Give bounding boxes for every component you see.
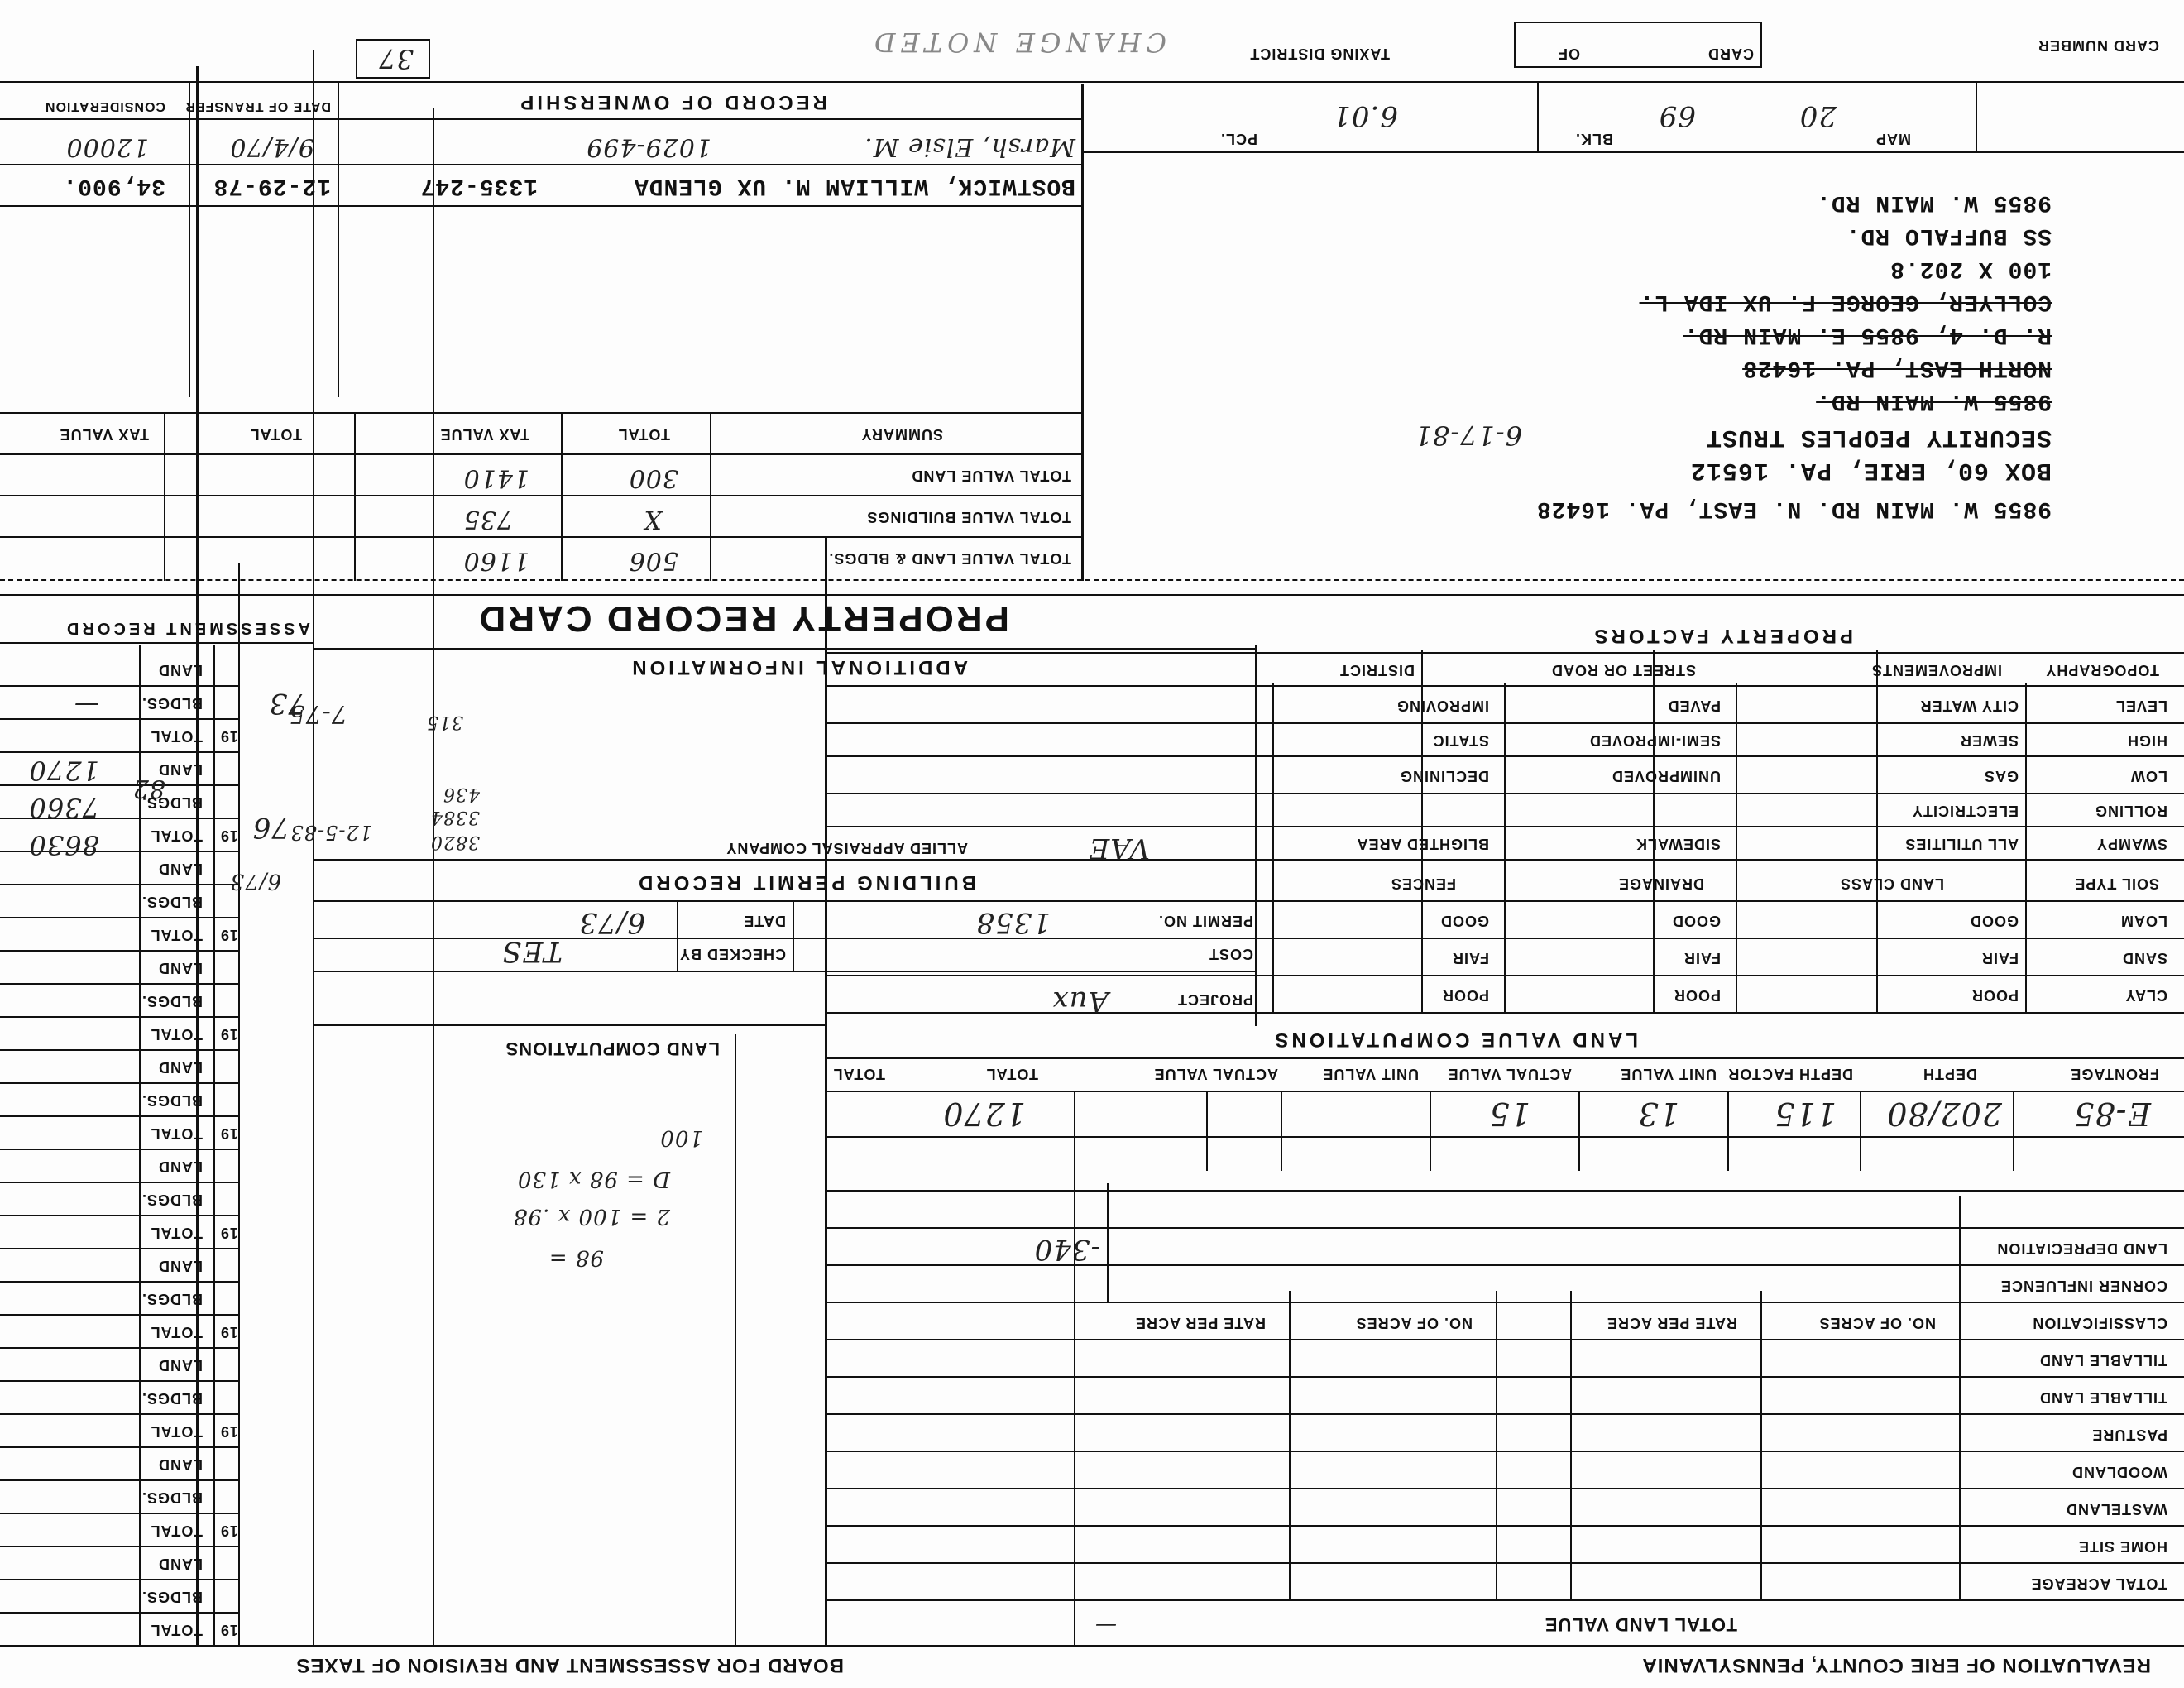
total-land-value-hand: — <box>1094 1614 1117 1638</box>
acres-header-1: NO. OF ACRES <box>1818 1315 1936 1331</box>
comp-unit-value-2: UNIT VALUE <box>1322 1066 1419 1082</box>
drainage-poor: POOR <box>1673 987 1721 1004</box>
land-comp-note-3: D = 98 x 130 <box>516 1167 670 1192</box>
owner-row-2-name: BOSTWICK, WILLIAM M. UX GLENDA <box>633 173 1075 199</box>
pf-improving: IMPROVING <box>1396 698 1489 714</box>
land-class-poor: POOR <box>1971 987 2019 1004</box>
record-of-ownership-title: RECORD OF OWNERSHIP <box>517 91 827 113</box>
pf-street-header: STREET OR ROAD <box>1550 662 1696 679</box>
assess-label-total-1: TOTAL <box>150 728 203 745</box>
acreage-tillable-2: TILLABLE LAND <box>2039 1352 2167 1369</box>
assess-land-76: 1270 <box>28 755 99 786</box>
assess-label-land-4: LAND <box>158 960 203 976</box>
owner-line-1: SECURITY PEOPLES TRUST <box>1705 423 2052 451</box>
addl-value-2: 3384 <box>430 807 480 827</box>
acres-header-2: NO. OF ACRES <box>1355 1315 1473 1331</box>
blk-label: BLK. <box>1575 131 1613 147</box>
assess-bldgs-73: — <box>74 691 99 720</box>
owner-row-1-name: Marsh, Elsie M. <box>864 132 1075 161</box>
pf-sewer: SEWER <box>1959 732 2019 749</box>
drainage-good: GOOD <box>1671 913 1721 929</box>
assess-year-prefix-3: 19 <box>219 927 238 943</box>
owner-row-2-deed: 1335-247 <box>419 173 538 199</box>
additional-info-title: ADDITIONAL INFORMATION <box>629 656 968 679</box>
land-computations-title: LAND COMPUTATIONS <box>505 1038 720 1059</box>
assess-year-prefix-2: 19 <box>219 827 238 844</box>
acreage-home-site: HOME SITE <box>2077 1538 2167 1555</box>
assess-label-land-8: LAND <box>158 1357 203 1374</box>
comp-row-total: 1270 <box>942 1096 1026 1132</box>
classification-header: CLASSIFICATION <box>2032 1315 2167 1331</box>
land-class-fair: FAIR <box>1980 950 2019 966</box>
location-line-3: 100 X 202.8 <box>1889 256 2052 281</box>
land-depreciation-label: LAND DEPRECIATION <box>1996 1240 2167 1257</box>
pcl-label: PCL. <box>1219 131 1257 147</box>
date-value: 6/73 <box>578 906 645 939</box>
assess-label-total-7: TOTAL <box>150 1324 203 1340</box>
land-comp-note-1: 98 = <box>548 1245 604 1270</box>
assess-label-land-2: LAND <box>158 761 203 778</box>
pf-district-header: DISTRICT <box>1339 662 1415 679</box>
summary-tax-2-header: TAX VALUE <box>59 426 149 443</box>
assess-note-1: 7-75 <box>288 699 347 728</box>
summary-total-2-header: TOTAL <box>249 426 302 443</box>
assess-label-bldgs-4: BLDGS. <box>141 993 203 1009</box>
pf-swampy: SWAMPY <box>2095 836 2167 852</box>
rate-header-2: RATE PER ACRE <box>1134 1315 1266 1331</box>
appraiser-initials: VAE <box>1088 832 1150 865</box>
consideration-header: CONSIDERATION <box>44 99 165 113</box>
assess-label-land-3: LAND <box>158 861 203 877</box>
addl-value-3: 436 <box>443 784 480 804</box>
land-comp-note-2: 2 = 100 x .98 <box>512 1204 670 1229</box>
total-land-value-label: TOTAL LAND VALUE <box>1544 1614 1737 1635</box>
struck-line-2: R. D. 4, 9855 E. MAIN RD. <box>1683 322 2052 348</box>
summary-bldgs-tax: 735 <box>462 505 513 534</box>
assess-label-bldgs-1: BLDGS. <box>141 695 203 712</box>
card-number-label: CARD NUMBER <box>2038 37 2159 54</box>
taxing-district-label: TAXING DISTRICT <box>1249 46 1390 62</box>
map-value: 20 <box>1798 99 1837 132</box>
assess-label-land-1: LAND <box>158 662 203 679</box>
summary-row-land-bldgs: TOTAL VALUE LAND & BLDGS. <box>828 550 1071 567</box>
comp-total-1: TOTAL <box>985 1066 1038 1082</box>
assess-label-land-9: LAND <box>158 1456 203 1473</box>
assess-label-bldgs-9: BLDGS. <box>141 1489 203 1506</box>
project-label: PROJECT <box>1176 991 1253 1008</box>
of-label: OF <box>1558 46 1580 62</box>
acreage-total: TOTAL ACREAGE <box>2030 1575 2167 1592</box>
assess-year-76: 76 <box>251 811 290 844</box>
pf-topography-header: TOPOGRAPHY <box>2045 662 2159 679</box>
summary-tax-1-header: TAX VALUE <box>439 426 529 443</box>
assess-label-bldgs-6: BLDGS. <box>141 1192 203 1208</box>
struck-line-3: NORTH EAST, PA. 16428 <box>1742 355 2052 381</box>
summary-all-total: 506 <box>628 546 678 575</box>
assess-year-prefix-8: 19 <box>219 1423 238 1440</box>
assess-note-3: 12-5-83 <box>290 821 372 844</box>
comp-depth: DEPTH <box>1922 1066 1977 1082</box>
assess-label-land-10: LAND <box>158 1556 203 1572</box>
card-label: CARD <box>1707 46 1754 62</box>
assess-label-bldgs-5: BLDGS. <box>141 1092 203 1109</box>
pf-static: STATIC <box>1432 732 1489 749</box>
assess-bldgs-76: 7360 <box>28 792 99 823</box>
owner-row-1-deed: 1029-499 <box>586 132 711 161</box>
comp-row-actual-value: 15 <box>1488 1096 1530 1132</box>
addl-value-1: 3820 <box>430 832 480 852</box>
pf-paved: PAVED <box>1667 698 1721 714</box>
acreage-tillable-1: TILLABLE LAND <box>2039 1389 2167 1406</box>
assess-label-total-6: TOTAL <box>150 1225 203 1241</box>
taxing-district-number: 37 <box>378 43 414 74</box>
fences-good: GOOD <box>1439 913 1489 929</box>
land-comp-note-4: 100 <box>659 1125 703 1150</box>
change-noted-stamp: CHANGE NOTED <box>869 26 1166 58</box>
struck-line-4: 9855 W. MAIN RD. <box>1816 388 2052 414</box>
comp-row-frontage: E-85 <box>2073 1096 2151 1132</box>
soil-row-sand: SAND <box>2121 950 2167 966</box>
rate-header-1: RATE PER ACRE <box>1606 1315 1737 1331</box>
assess-label-bldgs-8: BLDGS. <box>141 1390 203 1407</box>
addl-value-4: 315 <box>426 712 463 732</box>
owner-line-2: BOX 60, ERIE, PA. 16512 <box>1689 456 2052 484</box>
owner-row-1-consideration: 12000 <box>65 132 149 161</box>
assess-label-total-8: TOTAL <box>150 1423 203 1440</box>
summary-all-tax: 1160 <box>462 546 529 575</box>
comp-actual-value-2: ACTUAL VALUE <box>1153 1066 1278 1082</box>
location-line-1: 9855 W. MAIN RD. <box>1816 189 2052 215</box>
assess-year-prefix-6: 19 <box>219 1225 238 1241</box>
map-label: MAP <box>1875 131 1911 147</box>
acreage-wasteland: WASTELAND <box>2066 1501 2167 1518</box>
land-class-good: GOOD <box>1969 913 2019 929</box>
header-right-title: BOARD FOR ASSESSMENT AND REVISION OF TAXES <box>295 1654 844 1676</box>
pf-unimproved: UNIMPROVED <box>1611 768 1721 784</box>
summary-land-total: 300 <box>628 463 678 492</box>
assess-label-bldgs-10: BLDGS. <box>141 1589 203 1605</box>
land-value-computations-title: LAND VALUE COMPUTATIONS <box>1272 1029 1638 1051</box>
assess-note-2: 6/73 <box>229 869 281 894</box>
pf-semi-improved: SEMI-IMPROVED <box>1588 732 1721 749</box>
owner-row-2-date: 12-29-78 <box>213 173 331 199</box>
owner-row-2-consideration: 34,900. <box>62 173 165 199</box>
assess-label-land-5: LAND <box>158 1059 203 1076</box>
owner-line-3: 9855 W. MAIN RD. N. EAST, PA. 16428 <box>1535 496 2052 521</box>
comp-row-depth-factor: 115 <box>1774 1096 1837 1132</box>
cost-label: COST <box>1208 946 1253 962</box>
building-permit-title: BUILDING PERMIT RECORD <box>635 871 976 894</box>
assess-label-bldgs-2: BLDGS. <box>141 794 203 811</box>
pf-blighted: BLIGHTED AREA <box>1356 836 1489 852</box>
summary-land-tax: 1410 <box>462 463 529 492</box>
assess-label-total-10: TOTAL <box>150 1622 203 1638</box>
pf-sidewalk: SIDEWALK <box>1635 836 1721 852</box>
comp-depth-factor: DEPTH FACTOR <box>1727 1066 1853 1082</box>
assess-year-prefix-1: 19 <box>219 728 238 745</box>
pf-low: LOW <box>2130 768 2167 784</box>
assess-label-total-9: TOTAL <box>150 1523 203 1539</box>
checked-by-value: TES <box>501 935 563 968</box>
pf-declining: DECLINING <box>1400 768 1489 784</box>
pf-level: LEVEL <box>2115 698 2167 714</box>
assess-total-76: 8630 <box>28 829 99 861</box>
comp-row-unit-value: 13 <box>1637 1096 1679 1132</box>
fences-fair: FAIR <box>1451 950 1489 966</box>
assess-label-bldgs-3: BLDGS. <box>141 894 203 910</box>
pcl-value: 6.01 <box>1332 99 1398 132</box>
soil-row-loam: LOAM <box>2120 913 2167 929</box>
allied-appraisal: ALLIED APPRAISAL COMPANY <box>726 840 968 856</box>
owner-row-1-date: 9/4/70 <box>229 132 314 161</box>
assess-year-prefix-10: 19 <box>219 1622 238 1638</box>
summary-total-1-header: TOTAL <box>617 426 670 443</box>
fences-header: FENCES <box>1390 875 1456 892</box>
soil-type-header: SOIL TYPE <box>2074 875 2159 892</box>
pf-rolling: ROLLING <box>2095 803 2167 819</box>
assess-label-total-4: TOTAL <box>150 1026 203 1043</box>
assess-year-82: 82 <box>132 774 165 803</box>
pf-all-utilities: ALL UTILITIES <box>1904 836 2019 852</box>
comp-actual-value-1: ACTUAL VALUE <box>1447 1066 1572 1082</box>
comp-unit-value-1: UNIT VALUE <box>1620 1066 1717 1082</box>
pf-city-water: CITY WATER <box>1919 698 2019 714</box>
acreage-woodland: WOODLAND <box>2071 1464 2167 1480</box>
drainage-fair: FAIR <box>1683 950 1721 966</box>
assessment-record-title: ASSESSMENT RECORD <box>63 619 310 637</box>
summary-header: SUMMARY <box>860 426 943 443</box>
permit-no-value: 1358 <box>975 906 1051 939</box>
assess-year-prefix-7: 19 <box>219 1324 238 1340</box>
checked-by-label: CHECKED BY <box>678 946 786 962</box>
summary-bldgs-total: X <box>643 505 662 534</box>
pf-high: HIGH <box>2127 732 2167 749</box>
assess-label-land-6: LAND <box>158 1158 203 1175</box>
project-value: Aux <box>1051 985 1109 1018</box>
pf-improvements-header: IMPROVEMENTS <box>1870 662 2002 679</box>
comp-frontage: FRONTAGE <box>2070 1066 2159 1082</box>
assess-label-total-2: TOTAL <box>150 827 203 844</box>
property-factors-title: PROPERTY FACTORS <box>1591 625 1853 647</box>
header-left-title: REVALUATION OF ERIE COUNTY, PENNSYLVANIA <box>1641 1654 2151 1676</box>
summary-row-land: TOTAL VALUE LAND <box>911 468 1071 484</box>
soil-row-clay: CLAY <box>2124 987 2167 1004</box>
assess-label-bldgs-7: BLDGS. <box>141 1291 203 1307</box>
comp-row-depth: 202/80 <box>1886 1096 2002 1132</box>
struck-line-1: COLLYER, GEORGE F. UX IDA L. <box>1639 289 2052 314</box>
owner-change-date: 6-17-81 <box>1414 420 1522 451</box>
location-line-2: SS BUFFALO RD. <box>1845 223 2052 248</box>
comp-total-2: TOTAL <box>832 1066 885 1082</box>
blk-value: 69 <box>1658 99 1696 132</box>
assess-label-total-5: TOTAL <box>150 1125 203 1142</box>
pf-electricity: ELECTRICITY <box>1911 803 2019 819</box>
assess-year-73: 73 <box>268 687 306 720</box>
assess-year-prefix-9: 19 <box>219 1523 238 1539</box>
drainage-header: DRAINAGE <box>1617 875 1704 892</box>
assess-year-prefix-5: 19 <box>219 1125 238 1142</box>
date-of-transfer-header: DATE OF TRANSFER <box>184 99 331 113</box>
pf-gas: GAS <box>1983 768 2019 784</box>
permit-no-label: PERMIT NO. <box>1157 913 1253 929</box>
summary-row-buildings: TOTAL VALUE BUILDINGS <box>866 509 1071 525</box>
land-class-header: LAND CLASS <box>1840 875 1944 892</box>
assess-year-prefix-4: 19 <box>219 1026 238 1043</box>
date-label: DATE <box>743 913 786 929</box>
corner-influence-label: CORNER INFLUENCE <box>2000 1278 2167 1294</box>
acreage-pasture: PASTURE <box>2091 1427 2167 1443</box>
fences-poor: POOR <box>1441 987 1489 1004</box>
land-depreciation-hand: -340 <box>1033 1233 1100 1266</box>
assess-label-land-7: LAND <box>158 1258 203 1274</box>
assess-label-total-3: TOTAL <box>150 927 203 943</box>
property-record-card-title: PROPERTY RECORD CARD <box>477 598 1009 639</box>
